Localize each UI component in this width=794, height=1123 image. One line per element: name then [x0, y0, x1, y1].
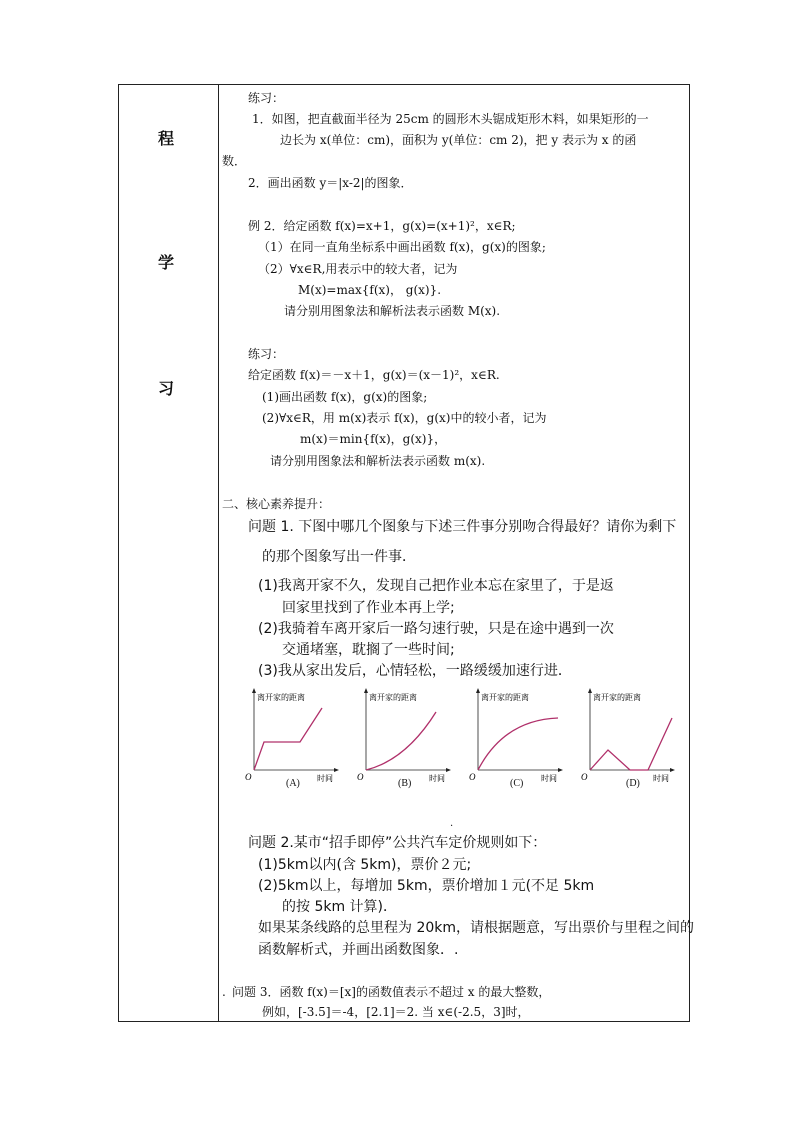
graph-d-xlabel: 时间: [653, 774, 669, 783]
graph-b-y-arrow: [364, 688, 368, 693]
q1-item2a: (2)我骑着车离开家后一路匀速行驶，只是在途中遇到一次: [258, 621, 614, 637]
q3-prefix: .: [222, 985, 226, 999]
graph-a: [244, 688, 344, 784]
q2-line1: 问题 2.某市“招手即停”公共汽车定价规则如下：: [248, 835, 547, 851]
practice2-line5: 请分别用图象法和解析法表示函数 m(x).: [270, 454, 486, 468]
practice2-heading: 练习：: [248, 347, 285, 361]
q1-item1a: (1)我离开家不久，发现自己把作业本忘在家里了，于是返: [258, 578, 614, 594]
example2-line4: M(x)=max{f(x)， g(x)}.: [298, 283, 442, 297]
caption-a: (A): [286, 778, 300, 789]
graph-b: [356, 688, 456, 784]
graph-b-origin: O: [357, 772, 364, 782]
graph-b-xlabel: 时间: [429, 774, 445, 783]
q1-line2: 的那个图象写出一件事．: [262, 549, 416, 565]
q1-item3: (3)我从家出发后，心情轻松，一路缓缓加速行进．: [258, 663, 572, 679]
q2-line6: 函数解析式，并画出函数图象．.: [258, 942, 459, 958]
example2-line1: 例 2．给定函数 f(x)=x+1，g(x)=(x+1)²，x∈R;: [248, 219, 516, 233]
practice1-heading: 练习：: [248, 91, 285, 105]
q1-item2b: 交通堵塞，耽搁了一些时间;: [282, 642, 455, 658]
practice2-line3: (2)∀x∈R，用 m(x)表示 f(x)，g(x)中的较小者，记为: [262, 411, 547, 425]
graph-c-ylabel: 离开家的距离: [481, 693, 529, 702]
graph-a-origin: O: [245, 772, 252, 782]
stray-dot: .: [450, 818, 454, 829]
practice1-line3: 数．: [222, 154, 247, 168]
q2-line2: (1)5km以内(含 5km)，票价２元;: [258, 857, 472, 873]
example2-line2: （1）在同一直角坐标系中画出函数 f(x)，g(x)的图象;: [258, 240, 546, 254]
graph-d-ylabel: 离开家的距离: [593, 693, 641, 702]
example2-line5: 请分别用图象法和解析法表示函数 M(x).: [284, 304, 501, 318]
caption-d: (D): [626, 778, 640, 789]
graph-d-x-arrow: [670, 768, 675, 772]
graph-a-xlabel: 时间: [317, 774, 333, 783]
q2-line4: 的按 5km 计算)．: [282, 899, 398, 915]
q3-line1: 问题 3．函数 f(x)＝[x]的函数值表示不超过 x 的最大整数，: [232, 985, 551, 999]
side-label-cheng: 程: [158, 129, 175, 148]
q1-line1: 问题 1. 下图中哪几个图象与下述三件事分别吻合得最好？请你为剩下: [248, 519, 677, 535]
column-divider: [218, 84, 219, 1022]
graph-a-ylabel: 离开家的距离: [257, 693, 305, 702]
graph-d-y-arrow: [588, 688, 592, 693]
caption-c: (C): [510, 778, 524, 789]
graph-c-curve: [478, 718, 558, 770]
graph-d-origin: O: [581, 772, 588, 782]
graph-c-xlabel: 时间: [541, 774, 557, 783]
graph-c-x-arrow: [558, 768, 563, 772]
practice2-line1: 给定函数 f(x)＝－x＋1，g(x)＝(x－1)²，x∈R.: [248, 368, 500, 382]
graph-d: [580, 688, 680, 784]
graph-d-curve: [590, 718, 672, 770]
example2-line3: （2）∀x∈R,用表示中的较大者，记为: [258, 262, 458, 276]
graph-a-y-arrow: [252, 688, 256, 693]
side-label-xue: 学: [158, 253, 175, 272]
graph-c: [468, 688, 568, 784]
q1-item1b: 回家里找到了作业本再上学;: [282, 600, 455, 616]
q2-line3: (2)5km以上，每增加 5km，票价增加１元(不足 5km: [258, 878, 595, 894]
caption-b: (B): [398, 778, 412, 789]
side-label-xi: 习: [158, 379, 175, 398]
graph-b-ylabel: 离开家的距离: [369, 693, 417, 702]
graph-a-x-arrow: [334, 768, 339, 772]
q3-line2: 例如，[-3.5]＝-4，[2.1]＝2. 当 x∈(-2.5，3]时，: [262, 1005, 530, 1019]
q2-line5: 如果某条线路的总里程为 20km，请根据题意，写出票价与里程之间的: [258, 920, 695, 936]
graph-c-origin: O: [469, 772, 476, 782]
practice1-line4: 2．画出函数 y＝|x-2|的图象．: [248, 176, 413, 190]
section2-heading: 二、核心素养提升：: [222, 497, 331, 511]
graph-b-curve: [366, 712, 436, 770]
graph-a-curve: [254, 708, 322, 770]
practice1-line2: 边长为 x(单位：cm)，面积为 y(单位：cm 2)，把 y 表示为 x 的函: [280, 133, 637, 147]
practice1-line1: 1．如图，把直截面半径为 25cm 的圆形木头锯成矩形木料，如果矩形的一: [252, 112, 649, 126]
practice2-line2: (1)画出函数 f(x)，g(x)的图象;: [262, 390, 428, 404]
graph-c-y-arrow: [476, 688, 480, 693]
graph-b-x-arrow: [446, 768, 451, 772]
practice2-line4: m(x)＝min{f(x)，g(x)}，: [300, 432, 447, 446]
